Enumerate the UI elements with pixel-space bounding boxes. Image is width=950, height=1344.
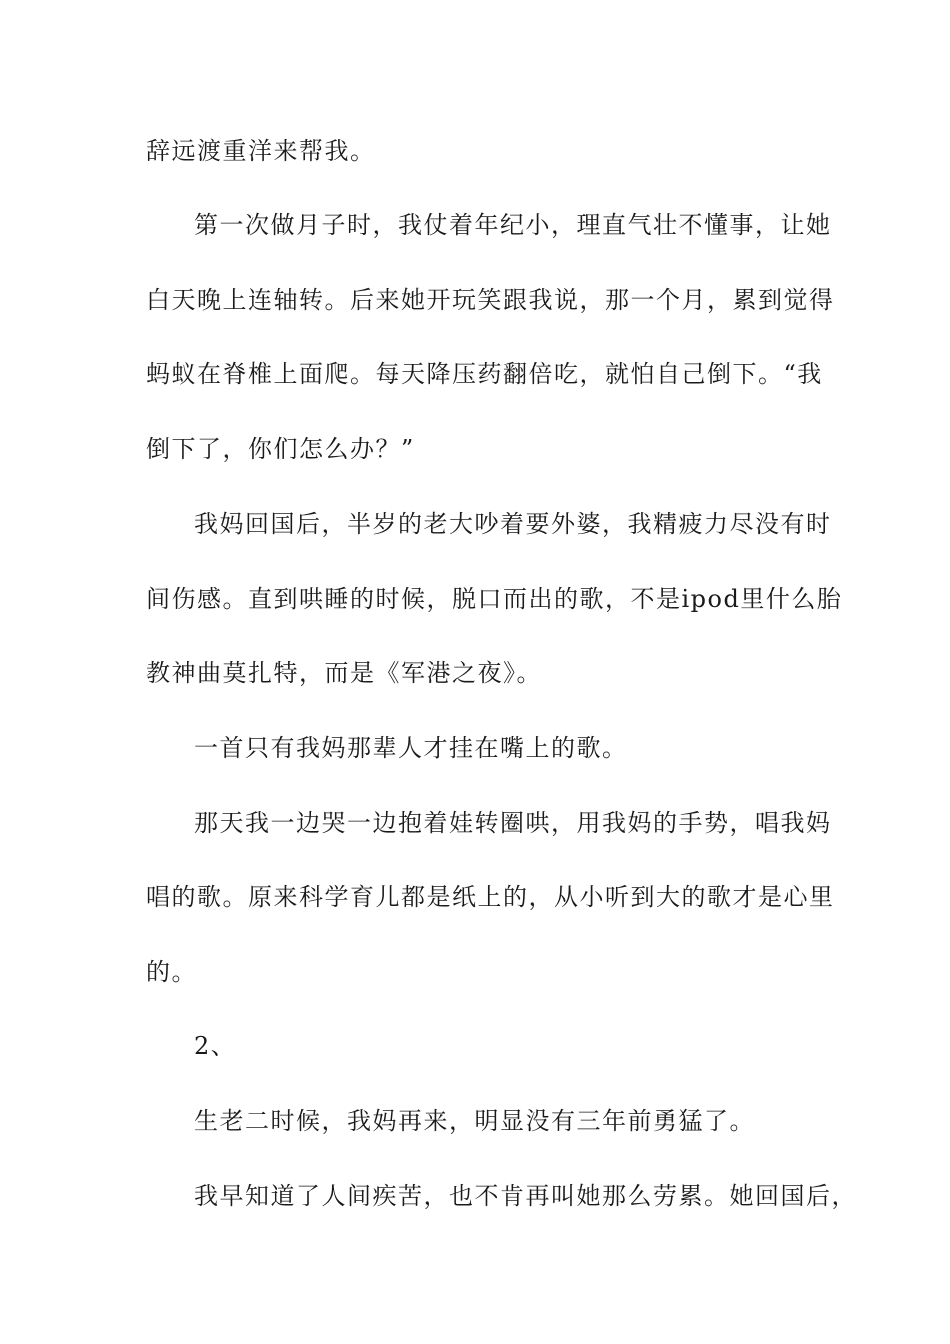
text-line: 的。 [146, 958, 197, 986]
text-line: 教神曲莫扎特，而是《军港之夜》。 [146, 659, 542, 687]
section-number: 2、 [194, 1032, 237, 1060]
paragraph-start-line: 一首只有我妈那辈人才挂在嘴上的歌。 [194, 734, 628, 762]
text-line: 间伤感。直到哄睡的时候，脱口而出的歌，不是ipod里什么胎 [146, 585, 843, 613]
text-line: 倒下了，你们怎么办？” [146, 435, 415, 463]
text-line: 蚂蚁在脊椎上面爬。每天降压药翻倍吃，就怕自己倒下。“我 [146, 360, 823, 388]
paragraph-start-line: 我早知道了人间疾苦，也不肯再叫她那么劳累。她回国后， [194, 1182, 857, 1210]
paragraph-start-line: 第一次做月子时，我仗着年纪小，理直气壮不懂事，让她 [194, 211, 832, 239]
paragraph-start-line: 我妈回国后，半岁的老大吵着要外婆，我精疲力尽没有时 [194, 510, 832, 538]
text-line: 辞远渡重洋来帮我。 [146, 137, 376, 165]
text-line: 白天晚上连轴转。后来她开玩笑跟我说，那一个月，累到觉得 [146, 286, 835, 314]
paragraph-start-line: 那天我一边哭一边抱着娃转圈哄，用我妈的手势，唱我妈 [194, 809, 832, 837]
paragraph-start-line: 生老二时候，我妈再来，明显没有三年前勇猛了。 [194, 1107, 755, 1135]
text-line: 唱的歌。原来科学育儿都是纸上的，从小听到大的歌才是心里 [146, 883, 835, 911]
